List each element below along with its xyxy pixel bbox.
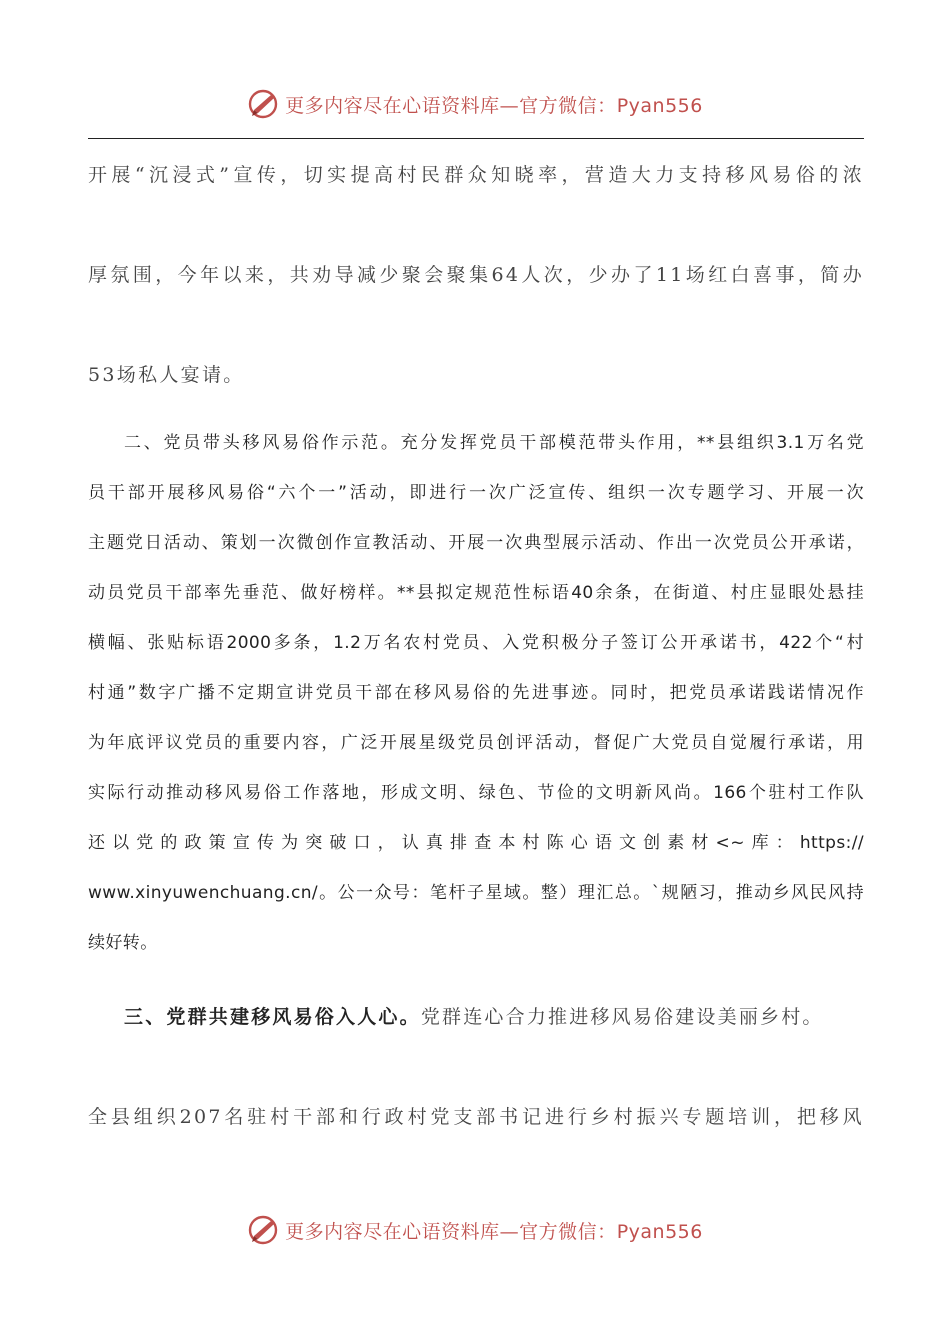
paragraph-2-line: 为年底评议党员的重要内容，广泛开展星级党员创评活动，督促广大党员自觉履行承诺，用 <box>88 733 864 753</box>
paragraph-3-line-1: 三、党群共建移风易俗入人心。党群连心合力推进移风易俗建设美丽乡村。 <box>124 1006 824 1028</box>
paragraph-1-line-1: 开展“沉浸式”宣传，切实提高村民群众知晓率，营造大力支持移风易俗的浓 <box>88 164 864 186</box>
paragraph-2-line: 实际行动推动移风易俗工作落地，形成文明、绿色、节俭的文明新风尚。166个驻村工作队 <box>88 783 864 803</box>
paragraph-3-line-2: 全县组织207名驻村干部和行政村党支部书记进行乡村振兴专题培训，把移风 <box>88 1106 864 1128</box>
header-divider <box>88 138 864 139</box>
paragraph-2-line: 续好转。 <box>88 933 158 953</box>
paragraph-2-line: 主题党日活动、策划一次微创作宣教活动、开展一次典型展示活动、作出一次党员公开承诺， <box>88 533 864 553</box>
brand-logo-icon <box>247 1214 279 1246</box>
section-heading: 三、党群共建移风易俗入人心。 <box>124 1006 421 1028</box>
paragraph-2-line: 员干部开展移风易俗“六个一”活动，即进行一次广泛宣传、组织一次专题学习、开展一次 <box>88 483 864 503</box>
paragraph-2-line: www.xinyuwenchuang.cn/。公一众号：笔杆子星域。整）理汇总。`规陋习，推动乡风民风持 <box>88 883 864 903</box>
paragraph-2-line: 横幅、张贴标语2000多条，1.2万名农村党员、入党积极分子签订公开承诺书，422个“村 <box>88 633 864 653</box>
paragraph-2-line: 动员党员干部率先垂范、做好榜样。**县拟定规范性标语40余条，在街道、村庄显眼处悬挂 <box>88 583 864 603</box>
paragraph-2-line: 二、党员带头移风易俗作示范。充分发挥党员干部模范带头作用，**县组织3.1万名党 <box>124 433 864 453</box>
paragraph-1-line-2: 厚氛围，今年以来，共劝导减少聚会聚集64人次，少办了11场红白喜事，简办 <box>88 264 864 286</box>
footer-banner-text: 更多内容尽在心语资料库—官方微信：Pyan556 <box>285 1220 703 1243</box>
paragraph-2-line: 村通”数字广播不定期宣讲党员干部在移风易俗的先进事迹。同时，把党员承诺践诺情况作 <box>88 683 864 703</box>
brand-logo-icon <box>247 88 279 120</box>
header-banner <box>0 84 950 124</box>
header-banner-text: 更多内容尽在心语资料库—官方微信：Pyan556 <box>285 94 703 117</box>
paragraph-1-line-3: 53场私人宴请。 <box>88 364 245 386</box>
paragraph-2-line: 还以党的政策宣传为突破口，认真排查本村陈心语文创素材<~库：https:// <box>88 833 864 853</box>
footer-banner <box>0 1210 950 1250</box>
